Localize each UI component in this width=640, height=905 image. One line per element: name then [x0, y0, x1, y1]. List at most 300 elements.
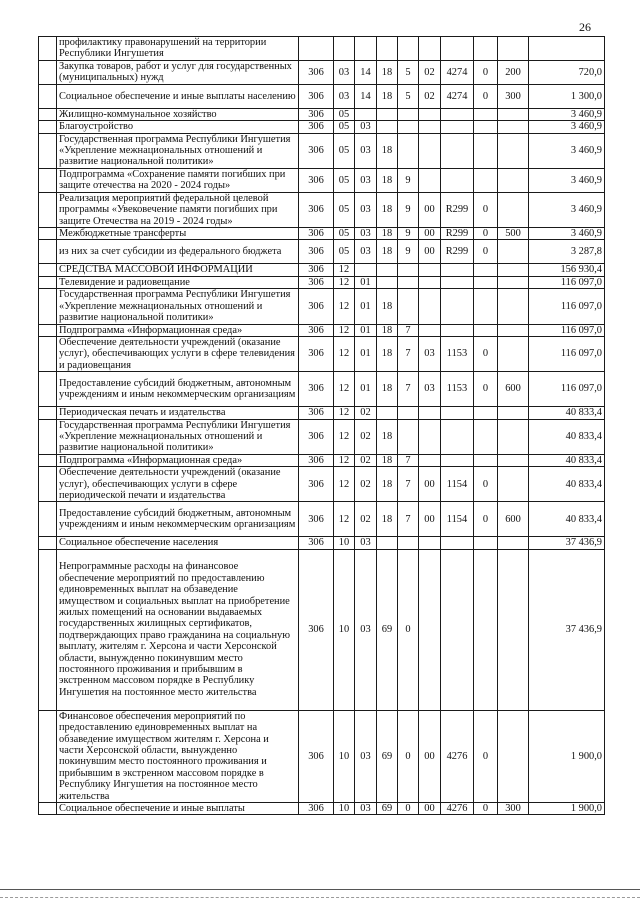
- code-admin: 306: [299, 240, 334, 264]
- code-direction: 1153: [441, 372, 474, 407]
- code-admin: 306: [299, 419, 334, 454]
- code-admin: 306: [299, 549, 334, 710]
- code-expense-type: [498, 133, 529, 168]
- code-section: 12: [334, 264, 355, 276]
- row-amount: 116 097,0: [529, 276, 605, 288]
- code-subprogram: [398, 419, 419, 454]
- code-subsection: 01: [355, 276, 377, 288]
- code-subsection: 03: [355, 133, 377, 168]
- code-direction: 1154: [441, 467, 474, 502]
- code-expense-type: [498, 192, 529, 227]
- table-row: [39, 168, 605, 192]
- code-main-event: [419, 289, 441, 324]
- code-subsection: 02: [355, 454, 377, 466]
- code-main-event: 03: [419, 372, 441, 407]
- row-amount: 1 300,0: [529, 84, 605, 108]
- row-number-cell: [39, 228, 57, 240]
- code-subsection: 03: [355, 710, 377, 802]
- row-number-cell: [39, 502, 57, 537]
- code-extra-code: 0: [474, 84, 498, 108]
- row-amount: 1 900,0: [529, 710, 605, 802]
- table-row: [39, 324, 605, 336]
- code-subprogram: 5: [398, 60, 419, 84]
- code-admin: 306: [299, 454, 334, 466]
- code-subsection: 02: [355, 419, 377, 454]
- code-main-event: [419, 454, 441, 466]
- code-subsection: 02: [355, 407, 377, 419]
- code-extra-code: [474, 168, 498, 192]
- row-number-cell: [39, 108, 57, 120]
- code-subprogram: 0: [398, 549, 419, 710]
- row-number-cell: [39, 121, 57, 133]
- row-number-cell: [39, 407, 57, 419]
- code-expense-type: [498, 240, 529, 264]
- code-section: 12: [334, 372, 355, 407]
- table-row: [39, 192, 605, 227]
- code-subsection: 14: [355, 60, 377, 84]
- code-extra-code: [474, 407, 498, 419]
- code-program: 18: [377, 372, 398, 407]
- code-expense-type: 600: [498, 502, 529, 537]
- code-expense-type: [498, 407, 529, 419]
- code-extra-code: 0: [474, 502, 498, 537]
- row-number-cell: [39, 192, 57, 227]
- code-section: 12: [334, 419, 355, 454]
- code-direction: [441, 121, 474, 133]
- code-subprogram: [398, 289, 419, 324]
- code-admin: 306: [299, 372, 334, 407]
- row-description: Телевидение и радиовещание: [57, 276, 299, 288]
- row-number-cell: [39, 240, 57, 264]
- code-extra-code: [474, 37, 498, 61]
- code-subsection: 03: [355, 549, 377, 710]
- code-expense-type: [498, 467, 529, 502]
- code-subsection: 03: [355, 192, 377, 227]
- code-program: 18: [377, 467, 398, 502]
- code-expense-type: [498, 289, 529, 324]
- table-row: [39, 240, 605, 264]
- code-program: [377, 407, 398, 419]
- code-subprogram: 7: [398, 467, 419, 502]
- code-program: [377, 108, 398, 120]
- code-extra-code: 0: [474, 228, 498, 240]
- code-section: 10: [334, 549, 355, 710]
- row-number-cell: [39, 168, 57, 192]
- code-subprogram: [398, 121, 419, 133]
- code-extra-code: 0: [474, 710, 498, 802]
- code-main-event: [419, 133, 441, 168]
- code-direction: [441, 407, 474, 419]
- page-number: 26: [579, 20, 591, 34]
- row-number-cell: [39, 537, 57, 549]
- code-extra-code: 0: [474, 372, 498, 407]
- code-direction: R299: [441, 228, 474, 240]
- code-section: 12: [334, 407, 355, 419]
- row-description: Государственная программа Республики Ингушетия «Укрепление межнациональных отношений и развитие национальной политики»: [57, 419, 299, 454]
- code-section: 03: [334, 84, 355, 108]
- code-section: 12: [334, 454, 355, 466]
- row-number-cell: [39, 324, 57, 336]
- page-bottom-rule-faint: [0, 897, 640, 898]
- code-subsection: 01: [355, 289, 377, 324]
- code-admin: 306: [299, 276, 334, 288]
- code-subprogram: 7: [398, 372, 419, 407]
- code-section: 05: [334, 240, 355, 264]
- code-admin: 306: [299, 502, 334, 537]
- code-direction: 4276: [441, 803, 474, 815]
- code-subsection: [355, 264, 377, 276]
- code-program: 18: [377, 336, 398, 371]
- code-expense-type: 300: [498, 84, 529, 108]
- budget-table-body: [39, 37, 605, 815]
- code-program: 18: [377, 502, 398, 537]
- code-subprogram: [398, 264, 419, 276]
- code-section: 10: [334, 803, 355, 815]
- code-admin: 306: [299, 803, 334, 815]
- code-subprogram: 7: [398, 502, 419, 537]
- code-extra-code: [474, 121, 498, 133]
- row-amount: 40 833,4: [529, 467, 605, 502]
- code-section: 12: [334, 467, 355, 502]
- code-main-event: 00: [419, 710, 441, 802]
- code-subsection: 03: [355, 240, 377, 264]
- row-amount: 37 436,9: [529, 549, 605, 710]
- code-subsection: 03: [355, 537, 377, 549]
- code-main-event: 00: [419, 803, 441, 815]
- code-expense-type: [498, 324, 529, 336]
- code-direction: [441, 419, 474, 454]
- code-admin: 306: [299, 467, 334, 502]
- code-extra-code: [474, 264, 498, 276]
- code-subsection: 03: [355, 168, 377, 192]
- code-section: 05: [334, 168, 355, 192]
- row-amount: 40 833,4: [529, 502, 605, 537]
- code-main-event: [419, 549, 441, 710]
- row-description: Государственная программа Республики Ингушетия «Укрепление межнациональных отношений и развитие национальной политики»: [57, 289, 299, 324]
- code-main-event: 00: [419, 192, 441, 227]
- row-amount: 116 097,0: [529, 289, 605, 324]
- code-extra-code: [474, 549, 498, 710]
- row-amount: [529, 37, 605, 61]
- code-program: [377, 121, 398, 133]
- code-admin: 306: [299, 60, 334, 84]
- code-direction: R299: [441, 240, 474, 264]
- row-description: Реализация мероприятий федеральной целевой программы «Увековечение памяти погибших при защите Отечества на 2019 - 2024 годы»: [57, 192, 299, 227]
- code-program: 18: [377, 240, 398, 264]
- code-program: [377, 537, 398, 549]
- code-direction: [441, 454, 474, 466]
- code-program: 18: [377, 192, 398, 227]
- code-subprogram: 0: [398, 710, 419, 802]
- code-direction: 1154: [441, 502, 474, 537]
- code-subsection: 01: [355, 372, 377, 407]
- page-bottom-rule: [0, 889, 640, 890]
- code-extra-code: 0: [474, 803, 498, 815]
- code-admin: [299, 37, 334, 61]
- table-row: [39, 467, 605, 502]
- code-direction: [441, 264, 474, 276]
- row-amount: 37 436,9: [529, 537, 605, 549]
- code-main-event: 00: [419, 467, 441, 502]
- code-subsection: 03: [355, 228, 377, 240]
- table-row: [39, 407, 605, 419]
- code-main-event: 00: [419, 502, 441, 537]
- code-expense-type: [498, 419, 529, 454]
- code-subprogram: 5: [398, 84, 419, 108]
- row-amount: 720,0: [529, 60, 605, 84]
- row-description: Непрограммные расходы на финансовое обеспечение мероприятий по предоставлению единовременных выплат на обзаведение имуществом и социальных выплат на приобретение жилых помещений на основании выдаваемых государственных жилищных сертификатов, подтверждающих право гражданина на социальную выплату, жителям г. Херсона и части Херсонской области, вынужденно покинувшим место постоянного проживания и прибывшим в экстренном массовом порядке в Республику Ингушетия на постоянное место жительства: [57, 549, 299, 710]
- code-expense-type: 600: [498, 372, 529, 407]
- code-admin: 306: [299, 537, 334, 549]
- code-direction: [441, 108, 474, 120]
- code-program: 18: [377, 168, 398, 192]
- row-number-cell: [39, 264, 57, 276]
- code-section: 12: [334, 289, 355, 324]
- table-row: [39, 803, 605, 815]
- table-row: [39, 264, 605, 276]
- table-row: [39, 419, 605, 454]
- code-admin: 306: [299, 133, 334, 168]
- code-subsection: 03: [355, 121, 377, 133]
- code-section: 12: [334, 276, 355, 288]
- row-description: профилактику правонарушений на территории Республики Ингушетия: [57, 37, 299, 61]
- code-program: 18: [377, 228, 398, 240]
- code-section: 03: [334, 60, 355, 84]
- row-amount: 3 287,8: [529, 240, 605, 264]
- row-description: Социальное обеспечение населения: [57, 537, 299, 549]
- row-number-cell: [39, 336, 57, 371]
- code-direction: [441, 549, 474, 710]
- code-subsection: 02: [355, 502, 377, 537]
- row-description: Предоставление субсидий бюджетным, автономным учреждениям и иным некоммерческим организациям: [57, 502, 299, 537]
- code-expense-type: [498, 276, 529, 288]
- code-main-event: [419, 407, 441, 419]
- code-subprogram: [398, 133, 419, 168]
- code-admin: 306: [299, 168, 334, 192]
- code-direction: [441, 324, 474, 336]
- code-program: 18: [377, 289, 398, 324]
- code-subprogram: 9: [398, 228, 419, 240]
- row-amount: 3 460,9: [529, 228, 605, 240]
- code-expense-type: [498, 37, 529, 61]
- code-program: 18: [377, 60, 398, 84]
- code-subprogram: [398, 37, 419, 61]
- code-direction: 4274: [441, 60, 474, 84]
- code-program: 69: [377, 710, 398, 802]
- row-description: Государственная программа Республики Ингушетия «Укрепление межнациональных отношений и развитие национальной политики»: [57, 133, 299, 168]
- code-main-event: 00: [419, 228, 441, 240]
- row-number-cell: [39, 276, 57, 288]
- row-amount: 116 097,0: [529, 336, 605, 371]
- code-program: [377, 264, 398, 276]
- code-program: 18: [377, 133, 398, 168]
- row-description: Подпрограмма «Информационная среда»: [57, 324, 299, 336]
- code-admin: 306: [299, 84, 334, 108]
- code-program: [377, 276, 398, 288]
- row-description: Социальное обеспечение и иные выплаты: [57, 803, 299, 815]
- code-main-event: [419, 108, 441, 120]
- row-amount: 3 460,9: [529, 133, 605, 168]
- row-description: Обеспечение деятельности учреждений (оказание услуг), обеспечивающих услуги в сфере периодической печати и издательства: [57, 467, 299, 502]
- code-subsection: 14: [355, 84, 377, 108]
- code-main-event: 02: [419, 60, 441, 84]
- code-direction: [441, 537, 474, 549]
- code-main-event: [419, 121, 441, 133]
- table-row: [39, 60, 605, 84]
- row-amount: 3 460,9: [529, 121, 605, 133]
- code-main-event: [419, 537, 441, 549]
- row-amount: 40 833,4: [529, 419, 605, 454]
- code-extra-code: 0: [474, 336, 498, 371]
- code-main-event: [419, 324, 441, 336]
- code-program: 69: [377, 549, 398, 710]
- code-section: 05: [334, 108, 355, 120]
- code-expense-type: [498, 549, 529, 710]
- code-direction: [441, 133, 474, 168]
- code-expense-type: [498, 336, 529, 371]
- row-description: из них за счет субсидии из федерального бюджета: [57, 240, 299, 264]
- code-admin: 306: [299, 407, 334, 419]
- code-admin: 306: [299, 108, 334, 120]
- code-main-event: 03: [419, 336, 441, 371]
- row-number-cell: [39, 710, 57, 802]
- row-number-cell: [39, 60, 57, 84]
- code-section: 12: [334, 324, 355, 336]
- table-row: [39, 228, 605, 240]
- code-direction: 4274: [441, 84, 474, 108]
- code-subprogram: 7: [398, 454, 419, 466]
- code-main-event: [419, 264, 441, 276]
- code-expense-type: 200: [498, 60, 529, 84]
- code-section: 05: [334, 192, 355, 227]
- code-section: 05: [334, 228, 355, 240]
- code-section: [334, 37, 355, 61]
- code-admin: 306: [299, 324, 334, 336]
- code-section: 05: [334, 133, 355, 168]
- row-amount: 116 097,0: [529, 372, 605, 407]
- table-row: [39, 537, 605, 549]
- code-section: 12: [334, 502, 355, 537]
- row-amount: 156 930,4: [529, 264, 605, 276]
- code-expense-type: [498, 454, 529, 466]
- code-subsection: 01: [355, 324, 377, 336]
- code-admin: 306: [299, 336, 334, 371]
- code-subprogram: 0: [398, 803, 419, 815]
- row-description: Финансовое обеспечения мероприятий по предоставлению единовременных выплат на обзаведение имуществом жителям г. Херсона и части Херсонской области, вынужденно покинувшим место постоянного проживания и прибывшим в экстренном массовом порядке в Республику Ингушетия на постоянное место жительства: [57, 710, 299, 802]
- row-number-cell: [39, 549, 57, 710]
- code-subsection: [355, 108, 377, 120]
- row-description: Обеспечение деятельности учреждений (оказание услуг), обеспечивающих услуги в сфере телевидения и радиовещания: [57, 336, 299, 371]
- code-expense-type: 500: [498, 228, 529, 240]
- code-admin: 306: [299, 710, 334, 802]
- code-direction: [441, 168, 474, 192]
- code-extra-code: [474, 324, 498, 336]
- code-subsection: 02: [355, 467, 377, 502]
- row-amount: 3 460,9: [529, 168, 605, 192]
- table-row: [39, 289, 605, 324]
- row-number-cell: [39, 372, 57, 407]
- code-expense-type: [498, 264, 529, 276]
- code-main-event: [419, 168, 441, 192]
- code-main-event: 02: [419, 84, 441, 108]
- code-admin: 306: [299, 121, 334, 133]
- code-subprogram: 9: [398, 192, 419, 227]
- row-description: Социальное обеспечение и иные выплаты населению: [57, 84, 299, 108]
- code-subprogram: 7: [398, 336, 419, 371]
- code-expense-type: [498, 537, 529, 549]
- code-program: [377, 37, 398, 61]
- code-extra-code: [474, 289, 498, 324]
- code-direction: 1153: [441, 336, 474, 371]
- row-description: Подпрограмма «Информационная среда»: [57, 454, 299, 466]
- row-description: Жилищно-коммунальное хозяйство: [57, 108, 299, 120]
- table-row: [39, 276, 605, 288]
- code-subprogram: [398, 537, 419, 549]
- code-subprogram: [398, 276, 419, 288]
- row-description: Межбюджетные трансферты: [57, 228, 299, 240]
- code-expense-type: [498, 710, 529, 802]
- code-subprogram: 9: [398, 240, 419, 264]
- table-row: [39, 502, 605, 537]
- row-number-cell: [39, 454, 57, 466]
- row-amount: 3 460,9: [529, 192, 605, 227]
- code-main-event: [419, 37, 441, 61]
- row-description: Предоставление субсидий бюджетным, автономным учреждениям и иным некоммерческим организациям: [57, 372, 299, 407]
- row-amount: 3 460,9: [529, 108, 605, 120]
- code-extra-code: [474, 133, 498, 168]
- code-section: 10: [334, 537, 355, 549]
- row-description: Периодическая печать и издательства: [57, 407, 299, 419]
- row-number-cell: [39, 803, 57, 815]
- code-extra-code: [474, 276, 498, 288]
- code-subsection: 03: [355, 803, 377, 815]
- code-extra-code: 0: [474, 467, 498, 502]
- code-admin: 306: [299, 228, 334, 240]
- table-row: [39, 133, 605, 168]
- code-extra-code: [474, 454, 498, 466]
- table-row: [39, 372, 605, 407]
- table-row: [39, 454, 605, 466]
- code-program: 18: [377, 324, 398, 336]
- budget-table: [38, 36, 605, 815]
- row-number-cell: [39, 133, 57, 168]
- table-row: [39, 336, 605, 371]
- row-number-cell: [39, 467, 57, 502]
- code-program: 18: [377, 419, 398, 454]
- code-direction: R299: [441, 192, 474, 227]
- code-program: 18: [377, 84, 398, 108]
- code-admin: 306: [299, 264, 334, 276]
- row-description: Закупка товаров, работ и услуг для государственных (муниципальных) нужд: [57, 60, 299, 84]
- table-row: [39, 121, 605, 133]
- row-number-cell: [39, 419, 57, 454]
- code-program: 18: [377, 454, 398, 466]
- code-subsection: 01: [355, 336, 377, 371]
- code-extra-code: 0: [474, 240, 498, 264]
- row-amount: 40 833,4: [529, 407, 605, 419]
- code-extra-code: 0: [474, 60, 498, 84]
- row-description: Благоустройство: [57, 121, 299, 133]
- code-expense-type: 300: [498, 803, 529, 815]
- row-description: Подпрограмма «Сохранение памяти погибших при защите отечества на 2020 - 2024 годы»: [57, 168, 299, 192]
- table-row: [39, 549, 605, 710]
- row-description: СРЕДСТВА МАССОВОЙ ИНФОРМАЦИИ: [57, 264, 299, 276]
- code-expense-type: [498, 168, 529, 192]
- code-main-event: [419, 276, 441, 288]
- code-admin: 306: [299, 289, 334, 324]
- table-row: [39, 710, 605, 802]
- code-subprogram: [398, 407, 419, 419]
